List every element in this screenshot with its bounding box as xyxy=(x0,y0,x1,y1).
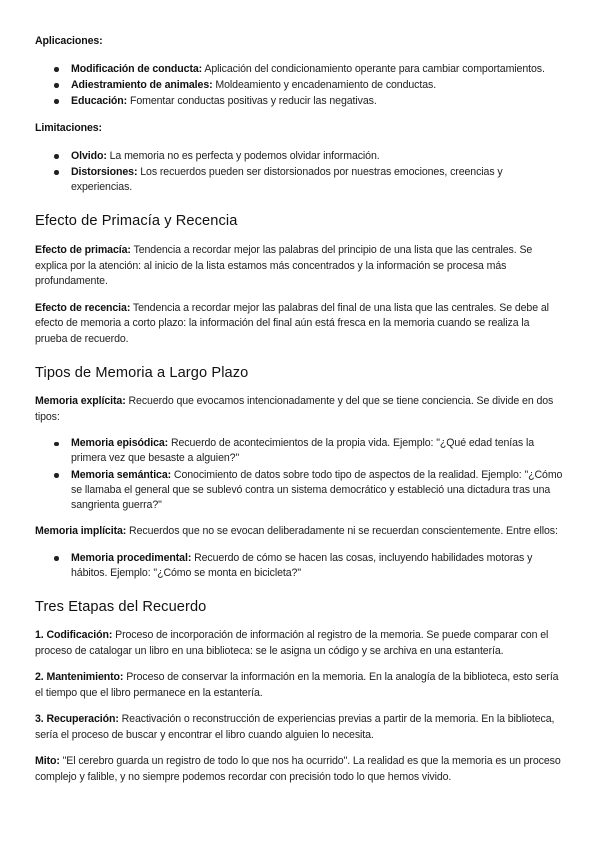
list-item: Olvido: La memoria no es perfecta y podemos olvidar información. xyxy=(35,149,564,164)
bullet-icon xyxy=(54,154,59,159)
list-item: Modificación de conducta: Aplicación del condicionamiento operante para cambiar comportamientos. xyxy=(35,62,564,77)
bullet-icon xyxy=(54,170,59,175)
limitaciones-heading: Limitaciones: xyxy=(35,122,102,135)
section-title-etapas: Tres Etapas del Recuerdo xyxy=(35,599,207,616)
mito-paragraph: Mito: "El cerebro guarda un registro de todo lo que nos ha ocurrido". La realidad es que la memoria es un proceso complejo y falible, y no siempre podemos recordar con precisión todo lo que hemos vivido. xyxy=(35,755,561,783)
list-item: Distorsiones: Los recuerdos pueden ser distorsionados por nuestras emociones, creencias y experiencias. xyxy=(35,165,564,195)
section-title-largo-plazo: Tipos de Memoria a Largo Plazo xyxy=(35,365,249,382)
explicita-paragraph: Memoria explícita: Recuerdo que evocamos intencionadamente y del que se tiene conciencia. Se divide en dos tipos: xyxy=(35,395,554,423)
etapa-recuperacion: 3. Recuperación: Reactivación o reconstrucción de experiencias previas a partir de la memoria. En la biblioteca, sería el proceso de buscar y encontrar el libro cuando alguien lo necesita. xyxy=(35,713,555,741)
aplicaciones-list xyxy=(35,62,564,110)
list-item: Memoria procedimental: Recuerdo de cómo se hacen las cosas, incluyendo habilidades motoras y hábitos. Ejemplo: "¿Cómo se monta en bicicleta?" xyxy=(35,551,564,581)
section-title-primacia: Efecto de Primacía y Recencia xyxy=(35,213,238,230)
implicita-list xyxy=(35,551,564,581)
recencia-paragraph: Efecto de recencia: Tendencia a recordar mejor las palabras del final de una lista que las centrales. Se debe al efecto de memoria a corto plazo: la información del final aún está fresca en la memoria cuando se realiza la prueba de recuerdo. xyxy=(35,301,549,345)
implicita-paragraph: Memoria implícita: Recuerdos que no se evocan deliberadamente ni se recuerdan conscientemente. Entre ellos: xyxy=(35,525,558,538)
etapa-mantenimiento: 2. Mantenimiento: Proceso de conservar la información en la memoria. En la analogía de la biblioteca, esto sería el tiempo que el libro permanece en la estantería. xyxy=(35,671,559,699)
bullet-icon xyxy=(54,473,59,478)
explicita-list xyxy=(35,436,564,513)
etapa-codificacion: 1. Codificación: Proceso de incorporación de información al registro de la memoria. Se puede comparar con el proceso de catalogar un libro en una biblioteca: se le asigna un código y se archiva en una estantería. xyxy=(35,629,549,657)
aplicaciones-heading: Aplicaciones: xyxy=(35,35,103,47)
limitaciones-list xyxy=(35,149,564,196)
list-item: Educación: Fomentar conductas positivas y reducir las negativas. xyxy=(35,94,564,109)
bullet-icon xyxy=(54,83,59,88)
bullet-icon xyxy=(54,67,59,72)
bullet-icon xyxy=(54,556,59,561)
list-item: Memoria semántica: Conocimiento de datos sobre todo tipo de aspectos de la realidad. Ejemplo: "¿Cómo se llamaba el general que se sublevó contra un sistema democrático y estableció una dictadura tras una sangrienta guerra?" xyxy=(35,468,564,514)
bullet-icon xyxy=(54,99,59,104)
list-item: Memoria episódica: Recuerdo de acontecimientos de la propia vida. Ejemplo: "¿Qué edad tenías la primera vez que besaste a alguien?" xyxy=(35,436,564,466)
list-item: Adiestramiento de animales: Moldeamiento y encadenamiento de conductas. xyxy=(35,78,564,93)
bullet-icon xyxy=(54,442,59,447)
primacia-paragraph: Efecto de primacía: Tendencia a recordar mejor las palabras del principio de una lista que las centrales. Se explica por la atención: al inicio de la lista estamos más concentrados y la información se procesa más profundamente. xyxy=(35,244,533,288)
